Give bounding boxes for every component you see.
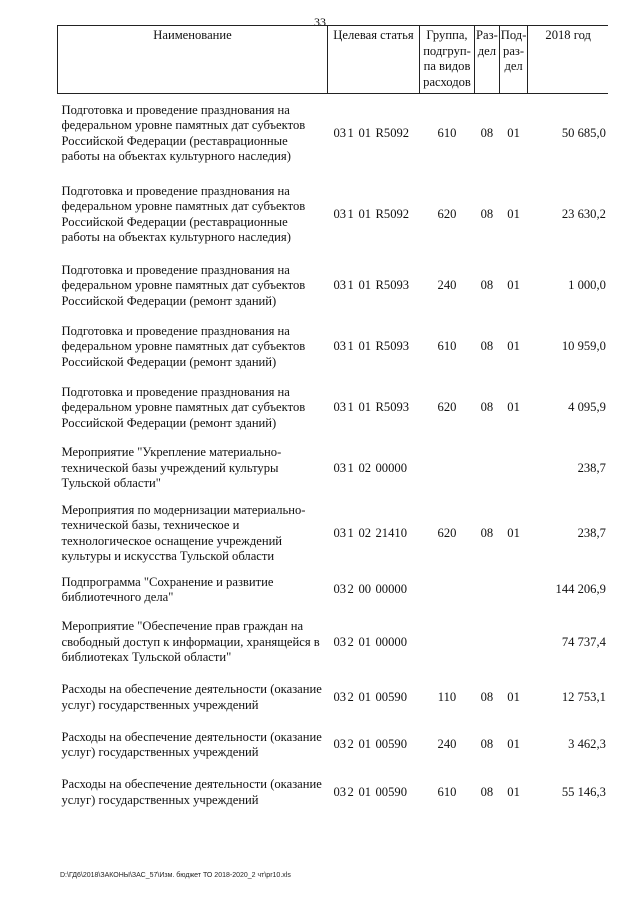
header-group: Группа, подгруп-па видов расходов [420, 26, 475, 94]
code-part: R5093 [375, 400, 410, 415]
code-part: R5092 [375, 126, 410, 140]
table-row [58, 378, 608, 439]
row-name: Подготовка и проведение празднования на федеральном уровне памятных дат субъектов Российской Федерации (реставрационные работы на объектах культурного наследия) [61, 102, 306, 164]
row-group [420, 612, 475, 674]
code-part: 01 [358, 400, 372, 415]
code-part: 2 [347, 737, 354, 752]
row-target-article [328, 769, 420, 817]
row-name: Подготовка и проведение празднования на федеральном уровне памятных дат субъектов Российской Федерации (ремонт зданий) [61, 323, 306, 369]
code-part: 01 [358, 206, 372, 221]
code-part: R5093 [375, 278, 410, 293]
file-path-footer: D:\ГД6\2018\ЗАКОНЫ\ЗАС_57\Изм. бюджет ТО 2018-2020_2 чт\pr10.xls [60, 872, 291, 879]
row-section: 08 [480, 689, 494, 704]
row-subsection: 01 [507, 525, 520, 540]
code-part: 1 [347, 206, 354, 221]
code-part: 03 [333, 737, 347, 752]
row-section: 08 [480, 278, 494, 293]
code-part: 1 [347, 460, 354, 475]
code-part: 03 [333, 278, 347, 293]
row-amount: 10 959,0 [561, 339, 606, 354]
row-group: 240 [437, 737, 457, 752]
row-name: Подпрограмма "Сохранение и развитие библиотечного дела" [61, 574, 274, 604]
row-target-article [328, 722, 420, 769]
row-target-article [328, 94, 420, 174]
row-target-article [328, 674, 420, 722]
row-name: Расходы на обеспечение деятельности (оказание услуг) государственных учреждений [61, 729, 322, 759]
row-name: Расходы на обеспечение деятельности (оказание услуг) государственных учреждений [61, 777, 322, 807]
row-group: 620 [437, 206, 457, 221]
row-subsection [499, 612, 528, 674]
row-amount: 238,7 [577, 460, 606, 475]
row-group: 620 [437, 525, 457, 540]
header-subsection: Под-раз-дел [499, 26, 528, 94]
code-part: 1 [347, 525, 354, 540]
row-name: Подготовка и проведение празднования на федеральном уровне памятных дат субъектов Российской Федерации (ремонт зданий) [61, 384, 306, 430]
code-part: 01 [358, 689, 372, 704]
row-name: Мероприятие "Обеспечение прав граждан на свободный доступ к информации, хранящейся в библиотеках Тульской области" [61, 619, 320, 665]
row-name: Расходы на обеспечение деятельности (оказание услуг) государственных учреждений [61, 682, 322, 712]
row-group: 620 [437, 400, 457, 415]
code-part: 00000 [375, 634, 407, 649]
code-part: 03 [333, 126, 347, 140]
row-target-article [328, 174, 420, 256]
code-part: 02 [358, 525, 372, 540]
row-subsection: 01 [507, 126, 520, 140]
code-part: 01 [358, 126, 372, 140]
header-year: 2018 год [528, 26, 608, 94]
row-amount: 144 206,9 [555, 582, 606, 597]
code-part: 03 [333, 206, 347, 221]
table-row [58, 674, 608, 722]
row-section: 08 [480, 400, 494, 415]
row-amount: 55 146,3 [561, 784, 606, 799]
code-part: 2 [347, 582, 354, 597]
code-part: R5092 [375, 206, 410, 221]
row-subsection: 01 [507, 400, 520, 415]
code-part: 00000 [375, 582, 407, 597]
row-amount: 4 095,9 [568, 400, 606, 415]
code-part: 2 [347, 634, 354, 649]
code-part: 21410 [375, 525, 407, 540]
row-amount: 50 685,0 [561, 126, 606, 140]
row-group: 240 [437, 278, 457, 293]
row-target-article [328, 499, 420, 569]
row-section: 08 [480, 206, 494, 221]
row-group: 610 [437, 126, 457, 140]
header-name: Наименование [58, 26, 328, 94]
row-group [420, 439, 475, 499]
row-subsection: 01 [507, 737, 520, 752]
row-section [475, 439, 500, 499]
code-part: 03 [333, 582, 347, 597]
row-target-article [328, 439, 420, 499]
code-part: 03 [333, 689, 347, 704]
row-subsection: 01 [507, 689, 520, 704]
header-target-article: Целевая статья [328, 26, 420, 94]
code-part: 2 [347, 784, 354, 799]
code-part: 00000 [375, 460, 407, 475]
row-section: 08 [480, 126, 494, 140]
row-target-article [328, 569, 420, 612]
row-section: 08 [480, 339, 494, 354]
code-part: 01 [358, 278, 372, 293]
table-row [58, 569, 608, 612]
table-body [58, 94, 608, 817]
table-row [58, 612, 608, 674]
row-group: 110 [437, 689, 457, 704]
row-subsection: 01 [507, 278, 520, 293]
code-part: 2 [347, 689, 354, 704]
row-amount: 74 737,4 [561, 634, 606, 649]
table-row [58, 94, 608, 174]
row-target-article [328, 378, 420, 439]
row-target-article [328, 317, 420, 378]
code-part: 03 [333, 339, 347, 354]
row-section: 08 [480, 525, 494, 540]
code-part: 1 [347, 278, 354, 293]
row-group [420, 569, 475, 612]
row-name: Мероприятие "Укрепление материально-технической базы учреждений культуры Тульской области" [61, 445, 282, 491]
row-amount: 238,7 [577, 525, 606, 540]
code-part: 01 [358, 784, 372, 799]
code-part: 03 [333, 784, 347, 799]
row-section [475, 612, 500, 674]
row-target-article [328, 612, 420, 674]
code-part: 03 [333, 460, 347, 475]
row-name: Подготовка и проведение празднования на федеральном уровне памятных дат субъектов Российской Федерации (реставрационные работы на объектах культурного наследия) [61, 183, 306, 244]
table-header-row [58, 26, 608, 94]
table-row [58, 256, 608, 317]
code-part: 00 [358, 582, 372, 597]
row-group: 610 [437, 784, 457, 799]
code-part: 1 [347, 339, 354, 354]
row-amount: 12 753,1 [561, 689, 606, 704]
row-group: 610 [437, 339, 457, 354]
row-subsection: 01 [507, 784, 520, 799]
code-part: 03 [333, 634, 347, 649]
code-part: 00590 [375, 689, 407, 704]
page-number: 33 [314, 15, 326, 29]
row-name: Мероприятия по модернизации материально-технической базы, техническое и технологическое оснащение учреждений культуры и искусства Тульской области [61, 502, 306, 563]
budget-table [57, 25, 608, 817]
code-part: 1 [347, 126, 354, 140]
row-section: 08 [480, 737, 494, 752]
code-part: 01 [358, 634, 372, 649]
row-section: 08 [480, 784, 494, 799]
code-part: R5093 [375, 339, 410, 354]
row-subsection: 01 [507, 206, 520, 221]
code-part: 01 [358, 339, 372, 354]
row-section [475, 569, 500, 612]
table-row [58, 499, 608, 569]
code-part: 02 [358, 460, 372, 475]
code-part: 1 [347, 400, 354, 415]
row-amount: 1 000,0 [568, 278, 606, 293]
table-row [58, 317, 608, 378]
table-row [58, 439, 608, 499]
code-part: 00590 [375, 737, 407, 752]
row-amount: 3 462,3 [568, 737, 606, 752]
header-section: Раз-дел [475, 26, 500, 94]
row-subsection [499, 569, 528, 612]
row-subsection [499, 439, 528, 499]
code-part: 00590 [375, 784, 407, 799]
code-part: 03 [333, 525, 347, 540]
row-target-article [328, 256, 420, 317]
table-row [58, 722, 608, 769]
code-part: 01 [358, 737, 372, 752]
row-subsection: 01 [507, 339, 520, 354]
row-amount: 23 630,2 [561, 206, 606, 221]
code-part: 03 [333, 400, 347, 415]
row-name: Подготовка и проведение празднования на федеральном уровне памятных дат субъектов Российской Федерации (ремонт зданий) [61, 262, 306, 308]
table-row [58, 769, 608, 817]
table-row [58, 174, 608, 256]
